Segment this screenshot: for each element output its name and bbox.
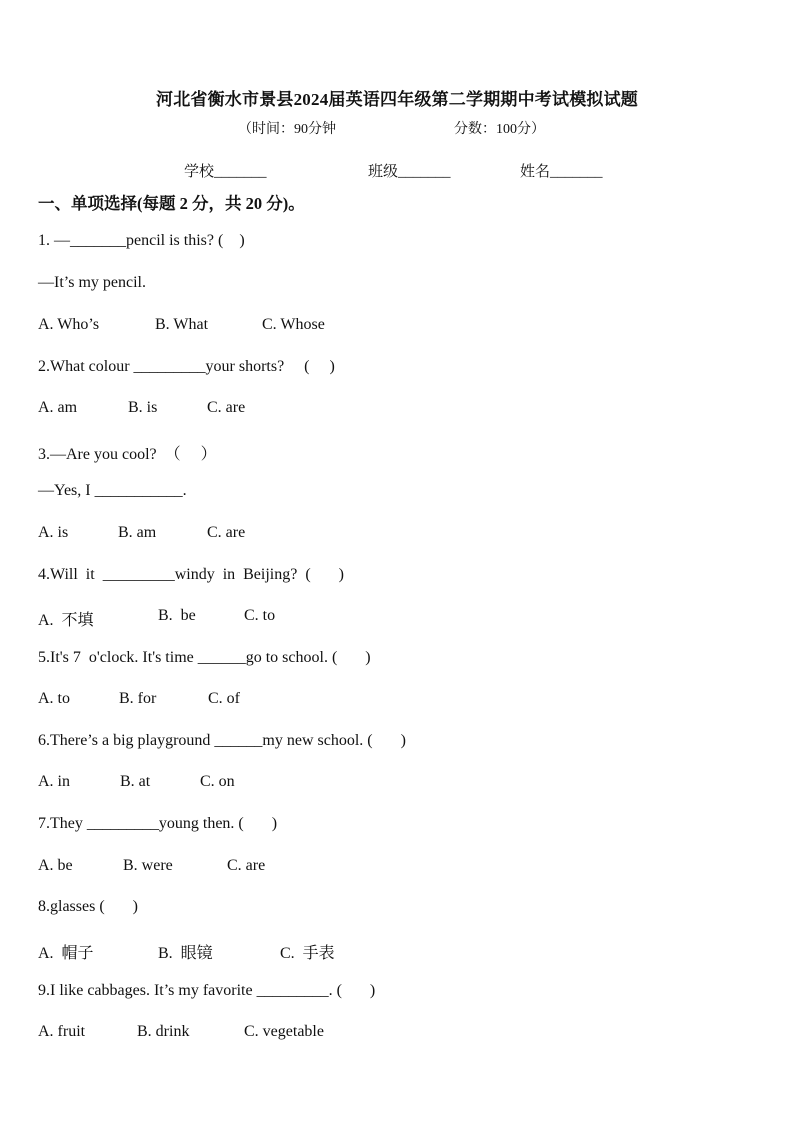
question-9-option-c[interactable]: C. vegetable <box>244 1023 324 1040</box>
question-4-text: 4.Will it _________windy in Beijing? ( ) <box>38 566 344 583</box>
question-7-option-c[interactable]: C. are <box>227 857 266 874</box>
question-9-option-b[interactable]: B. drink <box>137 1023 190 1040</box>
question-3-option-c[interactable]: C. are <box>207 524 246 541</box>
exam-score: 分数：100分） <box>454 122 545 137</box>
school-field[interactable]: 学校_______ <box>184 164 267 180</box>
question-7-text: 7.They _________young then. ( ) <box>38 815 278 832</box>
question-9-text: 9.I like cabbages. It’s my favorite _________. ( ) <box>38 982 376 999</box>
question-6-option-c[interactable]: C. on <box>200 773 235 790</box>
question-8-option-c[interactable]: C. 手表 <box>280 945 335 962</box>
question-1-option-b[interactable]: B. What <box>155 316 209 333</box>
question-4-option-a[interactable]: A. 不填 <box>38 612 94 629</box>
question-3-option-b[interactable]: B. am <box>118 524 157 541</box>
question-2-option-b[interactable]: B. is <box>128 399 158 416</box>
question-6-option-a[interactable]: A. in <box>38 773 70 790</box>
section-title: 一、单项选择(每题 2 分，共 20 分)。 <box>38 194 305 213</box>
question-2-text: 2.What colour _________your shorts? ( ) <box>38 358 335 375</box>
question-8-option-b[interactable]: B. 眼镜 <box>158 945 213 962</box>
question-3-option-a[interactable]: A. is <box>38 524 69 541</box>
question-3-answer-line: —Yes, I ___________. <box>38 482 187 499</box>
question-4-option-c[interactable]: C. to <box>244 607 276 624</box>
question-5-option-b[interactable]: B. for <box>119 690 157 707</box>
question-5-option-c[interactable]: C. of <box>208 690 240 707</box>
question-1-answer-line: —It’s my pencil. <box>38 274 146 291</box>
question-5-text: 5.It's 7 o'clock. It's time ______go to school. ( ) <box>38 649 371 666</box>
question-8-option-a[interactable]: A. 帽子 <box>38 945 94 962</box>
name-field[interactable]: 姓名_______ <box>520 164 603 180</box>
question-6-text: 6.There’s a big playground ______my new school. ( ) <box>38 732 406 749</box>
question-2-option-c[interactable]: C. are <box>207 399 246 416</box>
question-7-option-b[interactable]: B. were <box>123 857 173 874</box>
question-6-option-b[interactable]: B. at <box>120 773 151 790</box>
question-1-option-a[interactable]: A. Who’s <box>38 316 100 333</box>
exam-time: （时间：90分钟 <box>238 122 336 137</box>
question-3-text: 3.—Are you cool? （ ） <box>38 446 217 463</box>
question-9-option-a[interactable]: A. fruit <box>38 1023 86 1040</box>
question-5-option-a[interactable]: A. to <box>38 690 70 707</box>
question-1-text: 1. —_______pencil is this? ( ) <box>38 232 245 249</box>
page-title: 河北省衡水市景县2024届英语四年级第二学期期中考试模拟试题 <box>156 90 638 109</box>
question-4-option-b[interactable]: B. be <box>158 607 196 624</box>
question-7-option-a[interactable]: A. be <box>38 857 73 874</box>
question-8-text: 8.glasses ( ) <box>38 898 138 915</box>
question-1-option-c[interactable]: C. Whose <box>262 316 325 333</box>
class-field[interactable]: 班级_______ <box>368 164 451 180</box>
question-2-option-a[interactable]: A. am <box>38 399 78 416</box>
